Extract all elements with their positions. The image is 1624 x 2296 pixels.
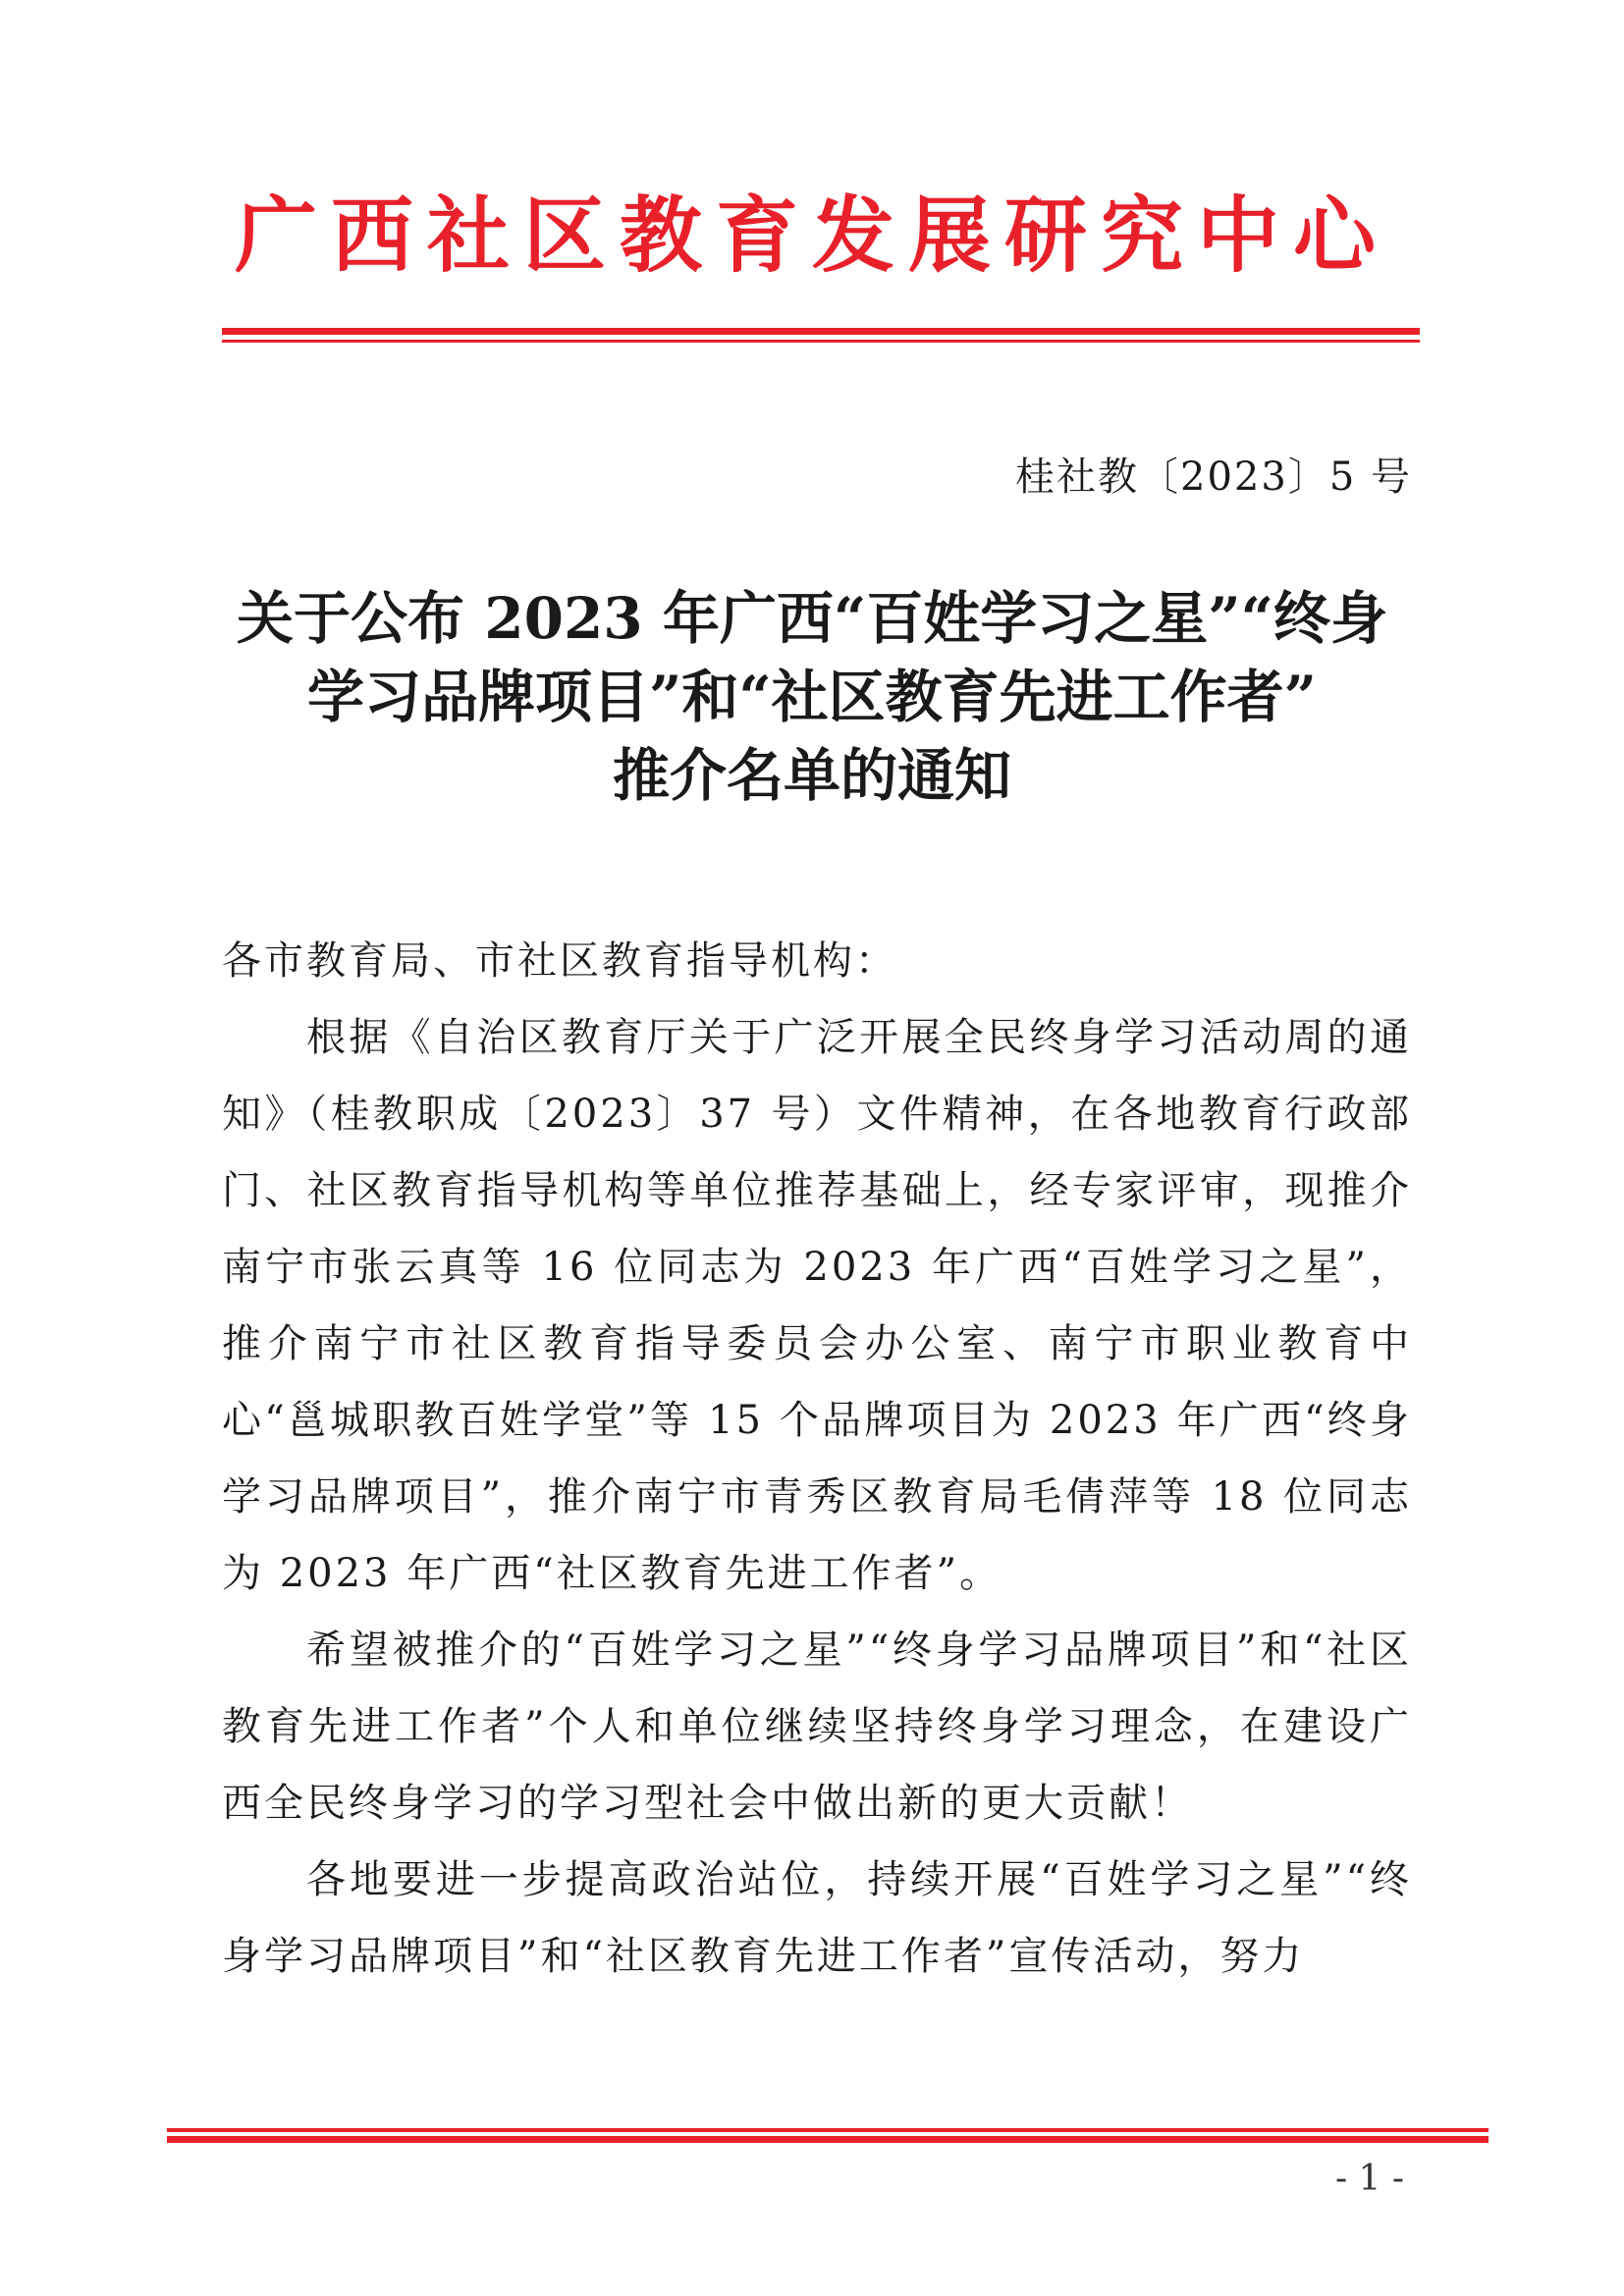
page-number: - 1 - xyxy=(1334,2159,1405,2199)
salutation: 各市教育局、市社区教育指导机构： xyxy=(222,938,897,984)
title-line-2: 学习品牌项目”和“社区教育先进工作者” xyxy=(306,664,1318,730)
document-body xyxy=(222,923,1412,1995)
document-number: 桂社教〔2023〕5 号 xyxy=(1015,454,1412,500)
footer-rule-top xyxy=(167,2128,1489,2132)
header-rule-bottom xyxy=(222,340,1420,343)
masthead-organization: 广西社区教育发展研究中心 xyxy=(234,187,1389,284)
title-line-3: 推介名单的通知 xyxy=(612,742,1011,809)
footer-rule-bottom xyxy=(167,2136,1489,2143)
body-paragraph-3: 各地要进一步提高政治站位，持续开展“百姓学习之星”“终身学习品牌项目”和“社区教育先进工作者”宣传活动，努力 xyxy=(222,1857,1412,1979)
document-title xyxy=(206,579,1418,815)
title-line-1: 关于公布 2023 年广西“百姓学习之星”“终身 xyxy=(237,585,1387,652)
body-paragraph-1: 根据《自治区教育厅关于广泛开展全民终身学习活动周的通知》（桂教职成〔2023〕37 号）文件精神，在各地教育行政部门、社区教育指导机构等单位推荐基础上，经专家评审，现推介南宁市张云真等 16 位同志为 2023 年广西“百姓学习之星”，推介南宁市社区教育指导委员会办公室、南宁市职业教育中心“邕城职教百姓学堂”等 15 个品牌项目为 2023 年广西“终身学习品牌项目”，推介南宁市青秀区教育局毛倩萍等 18 位同志为 2023 年广西“社区教育先进工作者”。 xyxy=(222,1015,1412,1596)
header-rule-top xyxy=(222,328,1420,335)
body-paragraph-2: 希望被推介的“百姓学习之星”“终身学习品牌项目”和“社区教育先进工作者”个人和单位继续坚持终身学习理念，在建设广西全民终身学习的学习型社会中做出新的更大贡献！ xyxy=(222,1628,1412,1826)
